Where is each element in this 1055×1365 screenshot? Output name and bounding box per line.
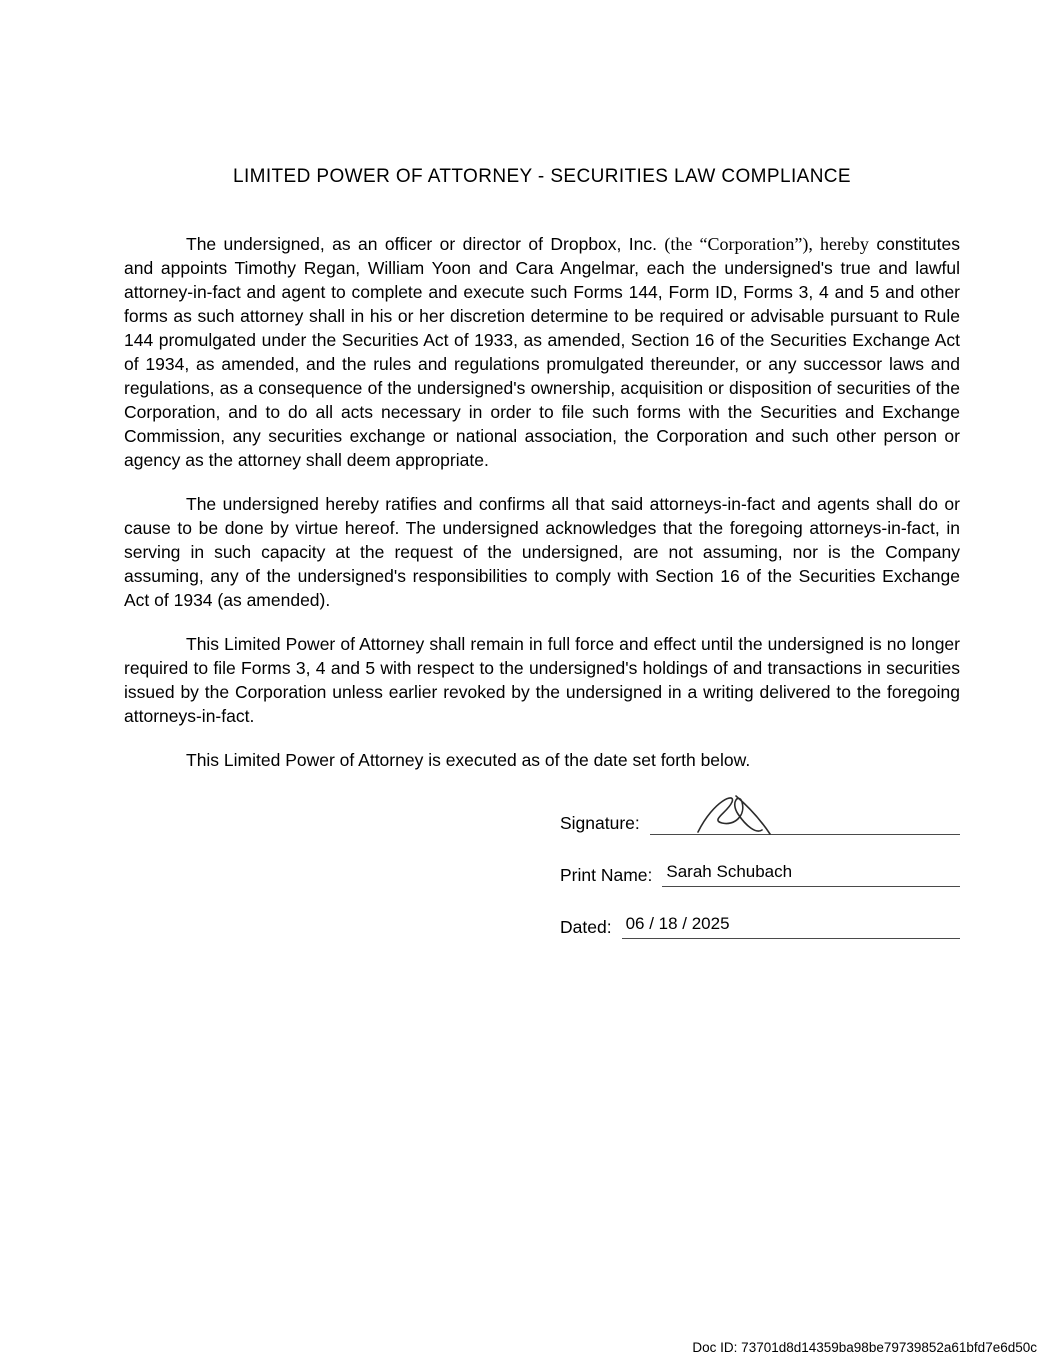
print-name-value: Sarah Schubach xyxy=(666,862,793,881)
print-name-label: Print Name: xyxy=(560,865,653,885)
paragraph-4: This Limited Power of Attorney is executed as of the date set forth below. xyxy=(186,750,751,770)
paragraph-2: The undersigned hereby ratifies and confirms all that said attorneys-in-fact and agents shall do or cause to be done by virtue hereof. The undersigned acknowledges that the foregoing attorneys-in-fact, in serving in such capacity at the request of the undersigned, are not assuming, nor is the Company assuming, any of the undersigned's responsibilities to comply with Section 16 of the Securities Exchange Act of 1934 (as amended). xyxy=(124,494,960,610)
signature-line xyxy=(650,810,960,835)
paragraph-1 xyxy=(124,232,960,472)
paragraph-3: This Limited Power of Attorney shall remain in full force and effect until the undersigned is no longer required to file Forms 3, 4 and 5 with respect to the undersigned's holdings of and transactions in securities issued by the Corporation unless earlier revoked by the undersigned in a writing delivered to the foregoing attorneys-in-fact. xyxy=(124,634,960,726)
signature-row xyxy=(560,810,960,835)
dated-value: 06 / 18 / 2025 xyxy=(625,914,730,933)
dated-line xyxy=(622,913,960,939)
document-title: LIMITED POWER OF ATTORNEY - SECURITIES LAW COMPLIANCE xyxy=(232,166,852,187)
signature-block xyxy=(560,810,960,939)
print-name-row xyxy=(560,861,960,887)
doc-id-footer: Doc ID: 73701d8d14359ba98be79739852a61bfd7e6d50c xyxy=(692,1340,1037,1355)
document-content xyxy=(124,166,960,965)
print-name-line xyxy=(662,861,960,887)
paragraph-1-part-2: (the “Corporation”), hereby xyxy=(664,234,869,254)
paragraph-1-part-1: The undersigned, as an officer or director of Dropbox, Inc. xyxy=(186,234,665,254)
dated-row xyxy=(560,913,960,939)
signature-label: Signature: xyxy=(560,813,640,833)
paragraph-1-part-3: constitutes and appoints Timothy Regan, William Yoon and Cara Angelmar, each the undersigned's true and lawful attorney-in-fact and agent to complete and execute such Forms 144, Form ID, Forms 3, 4 and 5 and other forms as such attorney shall in his or her discretion determine to be required or advisable pursuant to Rule 144 promulgated under the Securities Act of 1933, as amended, Section 16 of the Securities Exchange Act of 1934, as amended, and the rules and regulations promulgated thereunder, or any successor laws and regulations, as a consequence of the undersigned's ownership, acquisition or disposition of securities of the Corporation, and to do all acts necessary in order to file such forms with the Securities and Exchange Commission, any securities exchange or national association, the Corporation and such other person or agency as the attorney shall deem appropriate. xyxy=(124,234,960,470)
dated-label: Dated: xyxy=(560,917,612,937)
signature-image xyxy=(692,790,812,838)
